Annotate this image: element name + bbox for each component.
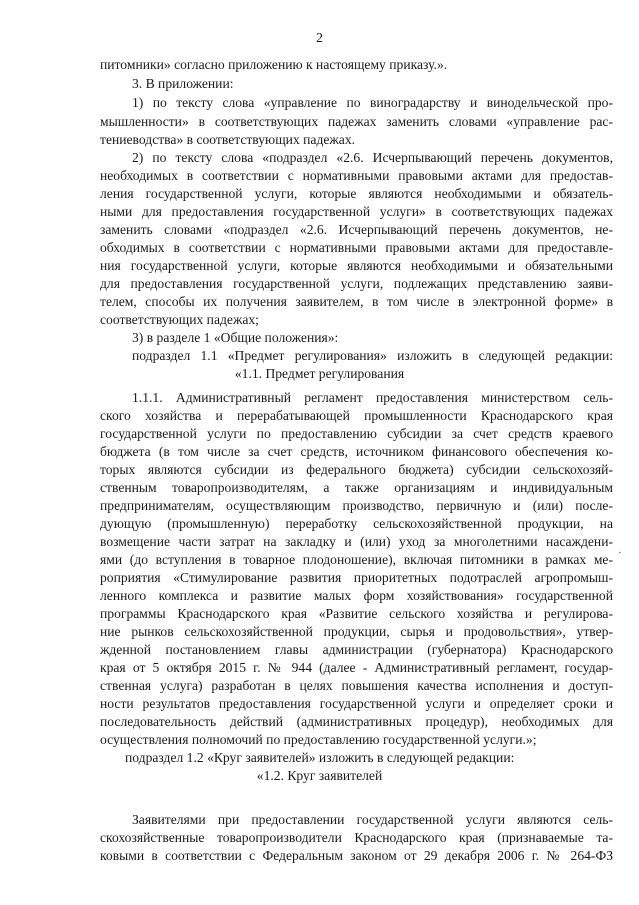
text-line: жденной постановлением главы администрации (губернатора) Краснодарского bbox=[100, 642, 613, 657]
text-line: государственной услуги по предоставлению субсидии за счет средств краевого bbox=[100, 426, 613, 441]
margin-mark: · bbox=[618, 547, 622, 559]
text-line: последовательность действий (административных процедур), необходимых для bbox=[100, 714, 613, 729]
text-line: подраздел 1.1 «Предмет регулирования» изложить в следующей редакции: bbox=[132, 348, 613, 363]
section-heading: «1.2. Круг заявителей bbox=[256, 768, 383, 783]
text-line: ния государственной услуги, которые являются необходимыми и обязательными bbox=[100, 258, 613, 273]
text-line: скохозяйственные товаропроизводители Краснодарского края (признаваемые та- bbox=[100, 830, 613, 845]
text-line: дующую (промышленную) переработку сельскохозяйственной продукции, на bbox=[100, 516, 613, 531]
text-line: 3. В приложении: bbox=[132, 76, 234, 91]
text-line: 1) по тексту слова «управление по виноградарству и винодельческой про- bbox=[132, 95, 613, 110]
text-line: ского хозяйства и перерабатывающей промышленности Краснодарского края bbox=[100, 408, 613, 423]
text-line: ственным товаропроизводителям, а также организациям и индивидуальным bbox=[100, 480, 613, 495]
text-line: края от 5 октября 2015 г. № 944 (далее - Административный регламент, государ- bbox=[100, 660, 613, 675]
text-line: ковыми в соответствии с Федеральным законом от 29 декабря 2006 г. № 264-ФЗ bbox=[100, 848, 613, 863]
text-line: роприятия «Стимулирование развития приоритетных подотраслей агропромыш- bbox=[100, 570, 613, 585]
text-line: возмещение части затрат на закладку и (или) уход за многолетними насаждени- bbox=[100, 534, 613, 549]
text-line: мышленности» в соответствующих падежах заменить словами «управление рас- bbox=[100, 114, 613, 129]
text-line: соответствующих падежах; bbox=[100, 312, 259, 327]
text-line: питомники» согласно приложению к настоящему приказу.». bbox=[100, 57, 448, 72]
text-line: Заявителями при предоставлении государственной услуги являются сель- bbox=[132, 812, 613, 827]
text-line: ние рынков сельскохозяйственной продукции, сырья и продовольствия», утвер- bbox=[100, 624, 613, 639]
text-line: обходимых в соответствии с нормативными правовыми актами для предоставле- bbox=[100, 240, 613, 255]
text-line: 1.1.1. Административный регламент предоставления министерством сель- bbox=[132, 390, 613, 405]
text-line: тениеводства» в соответствующих падежах. bbox=[100, 132, 356, 147]
text-line: 2) по тексту слова «подраздел «2.6. Исчерпывающий перечень документов, bbox=[132, 150, 613, 165]
text-line: необходимых в соответствии с нормативными правовыми актами для предостав- bbox=[100, 168, 613, 183]
text-line: программы Краснодарского края «Развитие сельского хозяйства и регулирова- bbox=[100, 606, 613, 621]
text-line: ными для предоставления государственной услуги» в соответствующих падежах bbox=[100, 204, 613, 219]
text-line: бюджета (в том числе за счет средств, источником финансового обеспечения ко- bbox=[100, 444, 613, 459]
text-line: ности результатов предоставления государственной услуги и определяет сроки и bbox=[100, 696, 613, 711]
text-line: предпринимателям, осуществляющим производство, первичную и (или) после- bbox=[100, 498, 613, 513]
text-line: ления государственной услуги, которые являются необходимыми и обязатель- bbox=[100, 186, 613, 201]
text-line: для предоставления государственной услуги, подлежащих представлению заяви- bbox=[100, 276, 613, 291]
text-line: ями (до вступления в товарное плодоношение), включая питомники в рамках ме- bbox=[100, 552, 613, 567]
text-line: заменить словами «подраздел «2.6. Исчерпывающий перечень документов, не- bbox=[100, 222, 613, 237]
section-heading: «1.1. Предмет регулирования bbox=[234, 366, 405, 381]
page-number: 2 bbox=[316, 31, 323, 46]
text-line: ственная услуга) разработан в целях повышения качества исполнения и доступ- bbox=[100, 678, 613, 693]
text-line: торых являются субсидии из федерального бюджета) субсидии сельскохозяй- bbox=[100, 462, 613, 477]
text-line: подраздел 1.2 «Круг заявителей» изложить в следующей редакции: bbox=[125, 750, 515, 765]
text-line: осуществления полномочий по предоставлению государственной услуги.»; bbox=[100, 732, 537, 747]
text-line: ленного комплекса и развитие малых форм хозяйствования» государственной bbox=[100, 588, 613, 603]
text-line: 3) в разделе 1 «Общие положения»: bbox=[132, 330, 339, 345]
text-line: телем, способы их получения заявителем, в том числе в электронной форме» в bbox=[100, 294, 613, 309]
